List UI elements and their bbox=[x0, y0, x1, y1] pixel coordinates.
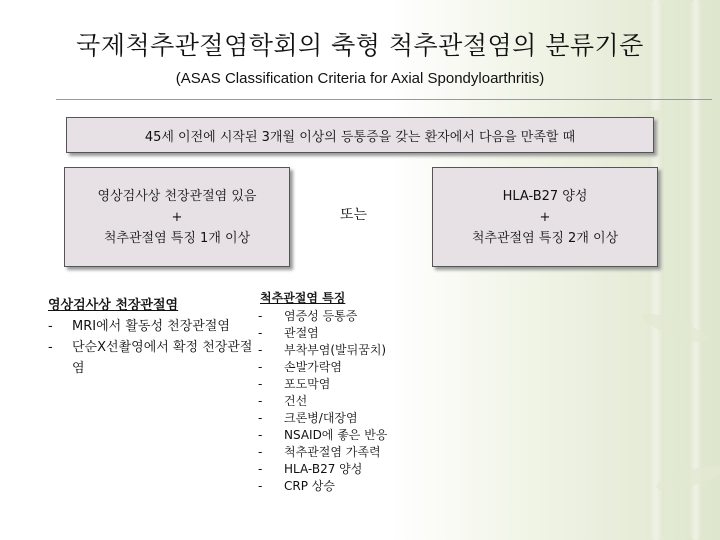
list-item: - MRI에서 활동성 천장관절염 bbox=[48, 319, 230, 334]
list-item: - NSAID에 좋은 반응 bbox=[258, 428, 388, 442]
list-item: - 크론병/대장염 bbox=[258, 411, 358, 425]
imaging-arm-line3: 척추관절염 특징 1개 이상 bbox=[103, 230, 251, 246]
imaging-sacroiliitis-list bbox=[48, 295, 254, 379]
features-list-heading: 척추관절염 특징 bbox=[260, 291, 346, 305]
clinical-arm-plus: + bbox=[539, 209, 551, 225]
entry-criteria-box bbox=[66, 117, 654, 153]
list-item: - 관절염 bbox=[258, 326, 319, 340]
entry-criteria-text: 45세 이전에 시작된 3개월 이상의 등통증을 갖는 환자에서 다음을 만족할 때 bbox=[144, 129, 576, 145]
page-title: 국제척추관절염학회의 축형 척추관절염의 분류기준 bbox=[76, 31, 644, 60]
imaging-arm-line1: 영상검사상 천장관절염 있음 bbox=[97, 188, 257, 204]
imaging-list-heading: 영상검사상 천장관절염 bbox=[48, 298, 179, 313]
clinical-arm-line3: 척추관절염 특징 2개 이상 bbox=[471, 230, 619, 246]
spa-features-list bbox=[258, 290, 458, 495]
list-item: - 부착부염(발뒤꿈치) bbox=[258, 343, 387, 357]
or-label: 또는 bbox=[340, 207, 368, 223]
list-item: - 단순X선촬영에서 확정 천장관절염 bbox=[48, 340, 253, 376]
imaging-arm-box bbox=[64, 167, 290, 267]
list-item: - 염증성 등통증 bbox=[258, 309, 358, 323]
list-item: - 포도막염 bbox=[258, 377, 331, 391]
page-subtitle: (ASAS Classification Criteria for Axial Spondyloarthritis) bbox=[175, 70, 545, 87]
list-item: - 척추관절염 가족력 bbox=[258, 445, 381, 459]
list-item: - 손발가락염 bbox=[258, 360, 342, 374]
list-item: - HLA-B27 양성 bbox=[258, 462, 363, 476]
list-item: - CRP 상승 bbox=[258, 479, 335, 493]
imaging-arm-plus: + bbox=[171, 209, 183, 225]
title-divider bbox=[56, 99, 712, 100]
clinical-arm-line1: HLA-B27 양성 bbox=[502, 188, 588, 204]
clinical-arm-box bbox=[432, 167, 658, 267]
list-item: - 건선 bbox=[258, 394, 308, 408]
